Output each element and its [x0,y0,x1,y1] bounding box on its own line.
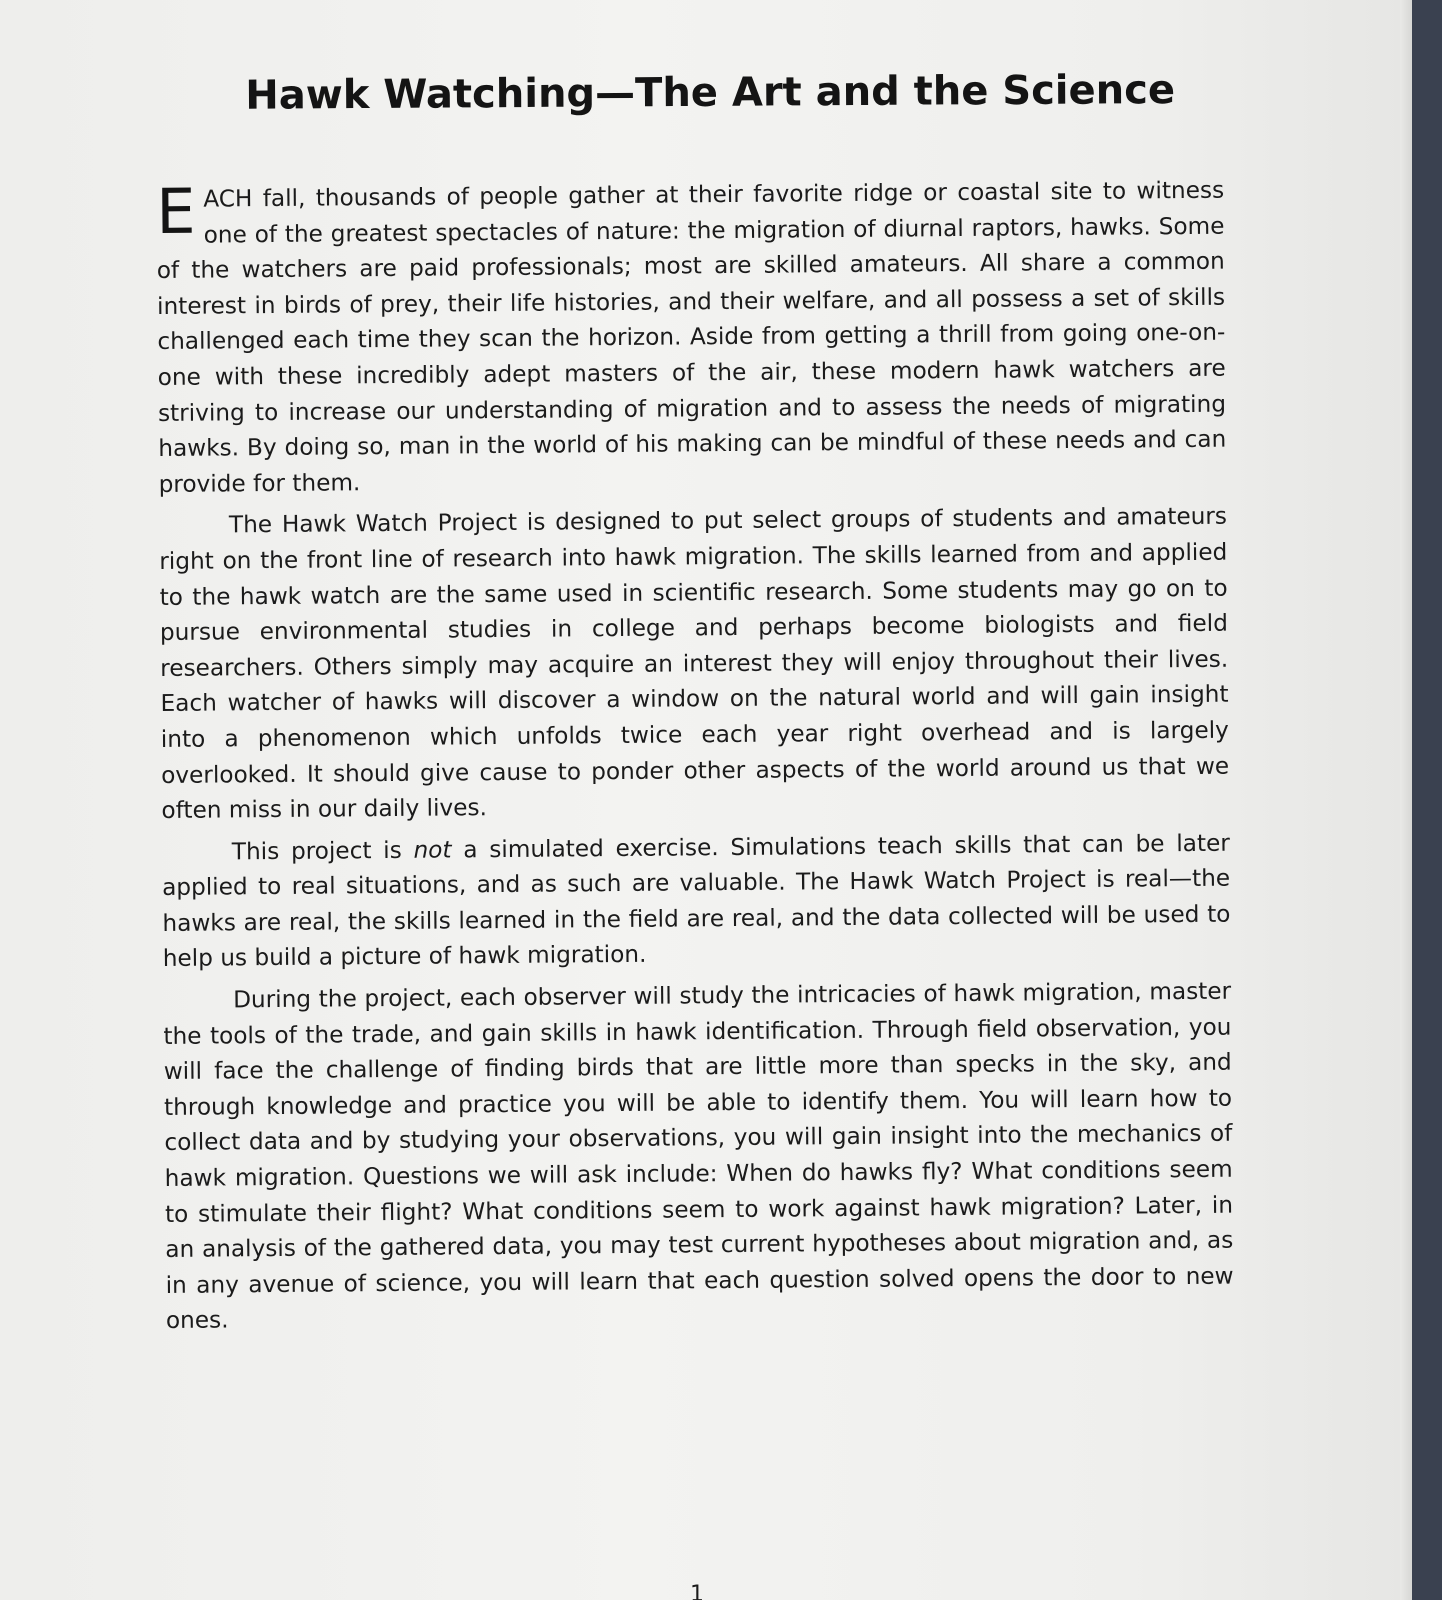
paragraph-1-text: ACH fall, thousands of people gather at their favorite ridge or coastal site to witness one of the greatest spectacles of nature: the migration of diurnal raptors, hawks. Some of the watchers are paid professionals; most are skilled amateurs. All share a common interest in birds of prey, their life histories, and their welfare, and all possess a set of skills challenged each time they scan the horizon. Aside from getting a thrill from going one-on-one with these incredibly adept masters of the air, these modern hawk watchers are striving to increase our understanding of migration and to assess the needs of migrating hawks. By doing so, man in the world of his making can be mindful of these needs and can provide for them. [156,176,1227,498]
paragraph-2: The Hawk Watch Project is designed to put select groups of students and amateurs right on the front line of research into hawk migration. The skills learned from and applied to the hawk watch are the same used in scientific research. Some students may go on to pursue environmental studies in college and perhaps become biologists and field researchers. Others simply may acquire an interest they will enjoy throughout their lives. Each watcher of hawks will discover a window on the natural world and will gain insight into a phenomenon which unfolds twice each year right overhead and is largely overlooked. It should give cause to ponder other aspects of the world around us that we often miss in our daily lives. [159,503,1230,825]
emphasis-not: not [413,836,452,864]
page-number: 1 [690,1582,704,1600]
paragraph-1 [156,173,1227,503]
paragraph-4: During the project, each observer will study the intricacies of hawk migration, master the tools of the trade, and gain skills in hawk identification. Through field observation, you will face the challenge of finding birds that are little more than specks in the sky, and through knowledge and practice you will be able to identify them. You will learn how to collect data and by studying your observations, you will gain insight into the mechanics of hawk migration. Questions we will ask include: When do hawks fly? What conditions seem to stimulate their flight? What conditions seem to work against hawk migration? Later, in an analysis of the gathered data, you may test current hypotheses about migration and, as in any avenue of science, you will learn that each question solved opens the door to new ones. [163,977,1234,1335]
page-edge [1400,0,1412,1600]
body-text [156,173,1234,1345]
page-title: Hawk Watching—The Art and the Science [245,67,1176,119]
paragraph-3-text-end: a simulated exercise. Simulations teach skills that can be later applied to real situations, and as such are valuable. The Hawk Watch Project is real—the hawks are real, the skills learned in the field are real, and the data collected will be used to help us build a picture of hawk migration. [162,829,1231,973]
paragraph-3-text-start: This project is [231,836,414,866]
drop-cap: E [155,174,196,248]
paragraph-3 [162,825,1231,977]
